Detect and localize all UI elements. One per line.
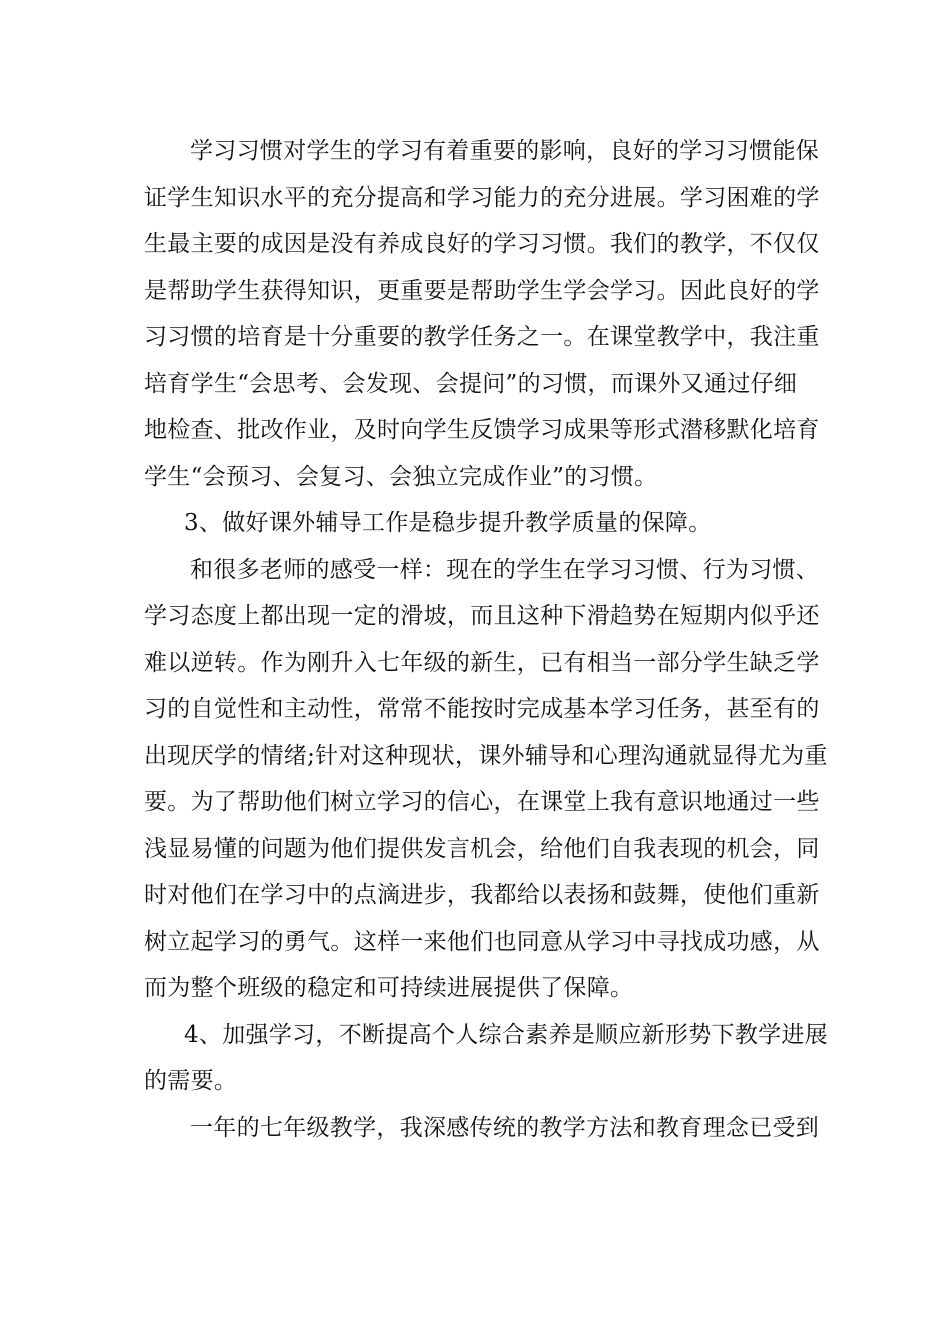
text-line: 学习习惯对学生的学习有着重要的影响，良好的学习习惯能保 — [190, 138, 820, 164]
heading-line: 的需要。 — [144, 1068, 238, 1094]
text-line: 树立起学习的勇气。这样一来他们也同意从学习中寻找成功感，从 — [144, 928, 820, 955]
text-line: 难以逆转。作为刚升入七年级的新生，已有相当一部分学生缺乏学 — [144, 649, 820, 676]
text-line: 和很多老师的感受一样：现在的学生在学习习惯、行为习惯、 — [190, 556, 820, 583]
heading-line: 3、做好课外辅导工作是稳步提升教学质量的保障。 — [184, 510, 712, 536]
text-line: 浅显易懂的问题为他们提供发言机会，给他们自我表现的机会，同 — [144, 835, 820, 862]
text-line: 时对他们在学习中的点滴进步，我都给以表扬和鼓舞，使他们重新 — [144, 882, 820, 908]
paragraph-seventh-grade — [144, 1105, 820, 1152]
text-line: 学习态度上都出现一定的滑坡，而且这种下滑趋势在短期内似乎还 — [144, 603, 820, 629]
text-line: 是帮助学生获得知识，更重要是帮助学生学会学习。因此良好的学 — [144, 277, 820, 304]
section-heading-3 — [144, 500, 809, 547]
document-body — [144, 128, 829, 1151]
text-line: 而为整个班级的稳定和可持续进展提供了保障。 — [144, 975, 634, 1001]
paragraph-tutoring — [144, 547, 828, 1012]
text-line: 地检查、批改作业，及时向学生反馈学习成果等形式潜移默化培育 — [144, 417, 820, 443]
text-line: 要。为了帮助他们树立学习的信心，在课堂上我有意识地通过一些 — [144, 789, 820, 815]
text-line: 习习惯的培育是十分重要的教学任务之一。在课堂教学中，我注重 — [144, 324, 820, 350]
text-line: 学生“会预习、会复习、会独立完成作业”的习惯。 — [144, 463, 658, 490]
text-line: 习的自觉性和主动性，常常不能按时完成基本学习任务，甚至有的 — [144, 696, 820, 722]
paragraph-study-habits — [144, 128, 820, 500]
text-line: 证学生知识水平的充分提高和学习能力的充分进展。学习困难的学 — [144, 184, 820, 211]
text-line: 一年的七年级教学，我深感传统的教学方法和教育理念已受到 — [190, 1114, 820, 1141]
text-line: 培育学生“会思考、会发现、会提问”的习惯，而课外又通过仔细 — [144, 370, 798, 397]
section-heading-4 — [144, 1012, 829, 1105]
text-line: 出现厌学的情绪;针对这种现状，课外辅导和心理沟通就显得尤为重 — [144, 742, 828, 769]
text-line: 生最主要的成因是没有养成良好的学习习惯。我们的教学，不仅仅 — [144, 231, 820, 257]
heading-line: 4、加强学习，不断提高个人综合素养是顺应新形势下教学进展 — [184, 1021, 829, 1048]
